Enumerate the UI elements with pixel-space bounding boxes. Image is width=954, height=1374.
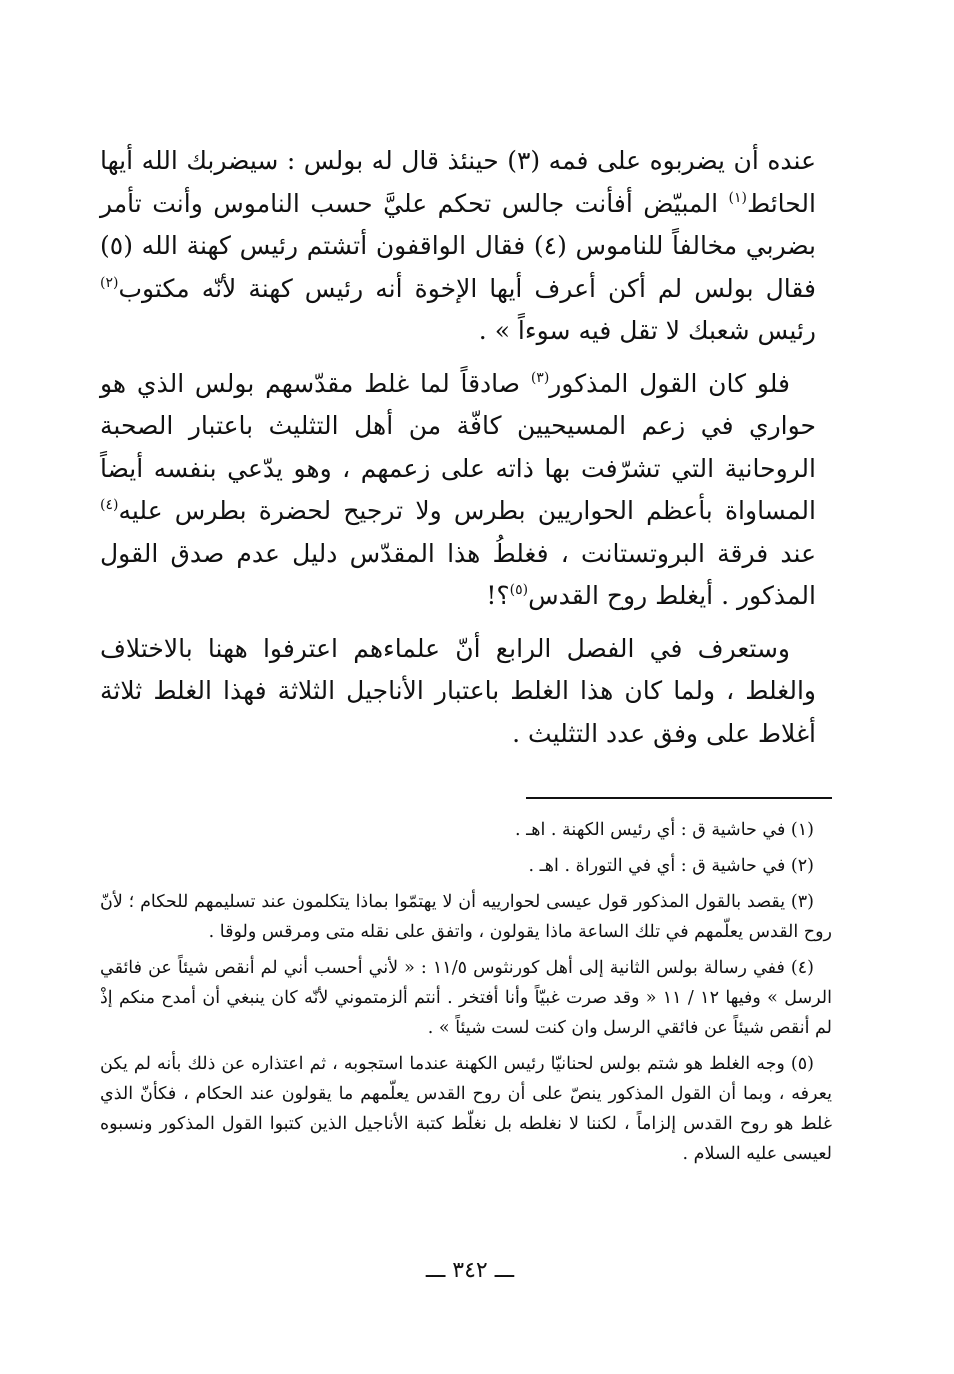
paragraph-2-text-2: صادقاً لما غلط مقدّسهم بولس الذي هو حواري في زعم المسيحيين كافّة من أهل التثليث باعتبار الصحبة الروحانية التي تشرّفت بها ذاته على زعمهم ، وهو يدّعي بنفسه أيضاً المساواة بأعظم الحواريين بطرس ولا ترجيح لحضرة بطرس عليه xyxy=(100,368,816,525)
footnote-ref-4: (٤) xyxy=(100,497,119,513)
footnote-2: (٢) في حاشية ق : أي في التوراة . اهـ . xyxy=(528,856,814,876)
footnote-ref-5: (٥) xyxy=(509,582,529,598)
main-text xyxy=(100,140,816,755)
footnote-ref-1: (١) xyxy=(728,189,747,206)
footnote-3: (٣) يقصد بالقول المذكور قول عيسى لحوارييه أن لا يهتمّوا بماذا يتكلمون عند تسليمهم للحكام ؛ لأنّ روح القدس يعلّمهم في تلك الساعة ماذا يقولون ، واتفق على نقله متى ومرقس ولوقا . xyxy=(100,892,832,942)
footnote-5: (٥) وجه الغلط هو شتم بولس لحنانيّا رئيس الكهنة عندما استجوبه ، ثم اعتذاره عن ذلك بأنه لم يكن يعرفه ، وبما أن القول المذكور ينصّ على أن روح القدس يعلّمهم ما يقولون عند الحكام ، فكأنّ الذي غلط هو روح القدس إلزاماً ، لكننا لا نغلطه بل نغلّط كتبة الأناجيل الذين كتبوا القول المذكور ونسبوه لعيسى عليه السلام . xyxy=(100,1054,832,1164)
page-number: ـــ ٣٤٢ ـــ xyxy=(425,1258,515,1283)
footnote-1: (١) في حاشية ق : أي رئيس الكهنة . اهـ . xyxy=(515,820,814,840)
paragraph-3 xyxy=(100,628,816,756)
footnote-ref-3: (٣) xyxy=(530,369,550,386)
paragraph-1-text-3: رئيس شعبك لا تقل فيه سوءاً » . xyxy=(478,316,816,345)
paragraph-2-text-4: ؟! xyxy=(486,581,510,610)
footnote-ref-2: (٢) xyxy=(100,274,119,291)
footnote-4: (٤) ففي رسالة بولس الثانية إلى أهل كورنثوس ١١/٥ : « لأني أحسب أني لم أنقص شيئاً عن فائقي الرسل » وفيها ١٢ / ١١ « وقد صرت غبيّاً وأنا أفتخر . أنتم ألزمتموني لأنّه كان ينبغي أن أمدح منكم إذْ لم أنقص شيئاً عن فائقي الرسل وان كنت لست شيئاً » . xyxy=(100,958,832,1038)
footnote-separator xyxy=(526,797,832,799)
paragraph-3-text: وستعرف في الفصل الرابع أنّ علماءهم اعترفوا ههنا بالاختلاف والغلط ، ولما كان هذا الغلط باعتبار الأناجيل الثلاثة فهذا الغلط ثلاثة أغلاط على وفق عدد التثليث . xyxy=(100,633,816,748)
paragraph-2-text-3: عند فرقة البروتستانت ، فغلطُ هذا المقدّس دليل عدم صدق القول المذكور . أيغلط روح القدس xyxy=(100,538,816,610)
paragraph-2-text-1: فلو كان القول المذكور xyxy=(549,368,790,398)
paragraph-1 xyxy=(100,140,816,353)
paragraph-2 xyxy=(100,363,816,618)
paragraph-1-text-1: عنده أن يضربوه على فمه (٣) حينئذ قال له بولس : سيضربك الله أيها الحائط xyxy=(100,146,816,218)
paragraph-1-text-2: المبيّض أفأنت جالس تحكم عليَّ حسب الناموس وأنت تأمر بضربي مخالفاً للناموس (٤) فقال الواقفون أتشتم رئيس كهنة الله (٥) فقال بولس لم أكن أعرف أيها الإخوة أنه رئيس كهنة لأنّه مكتوب xyxy=(100,188,816,303)
footnotes xyxy=(100,815,832,1175)
